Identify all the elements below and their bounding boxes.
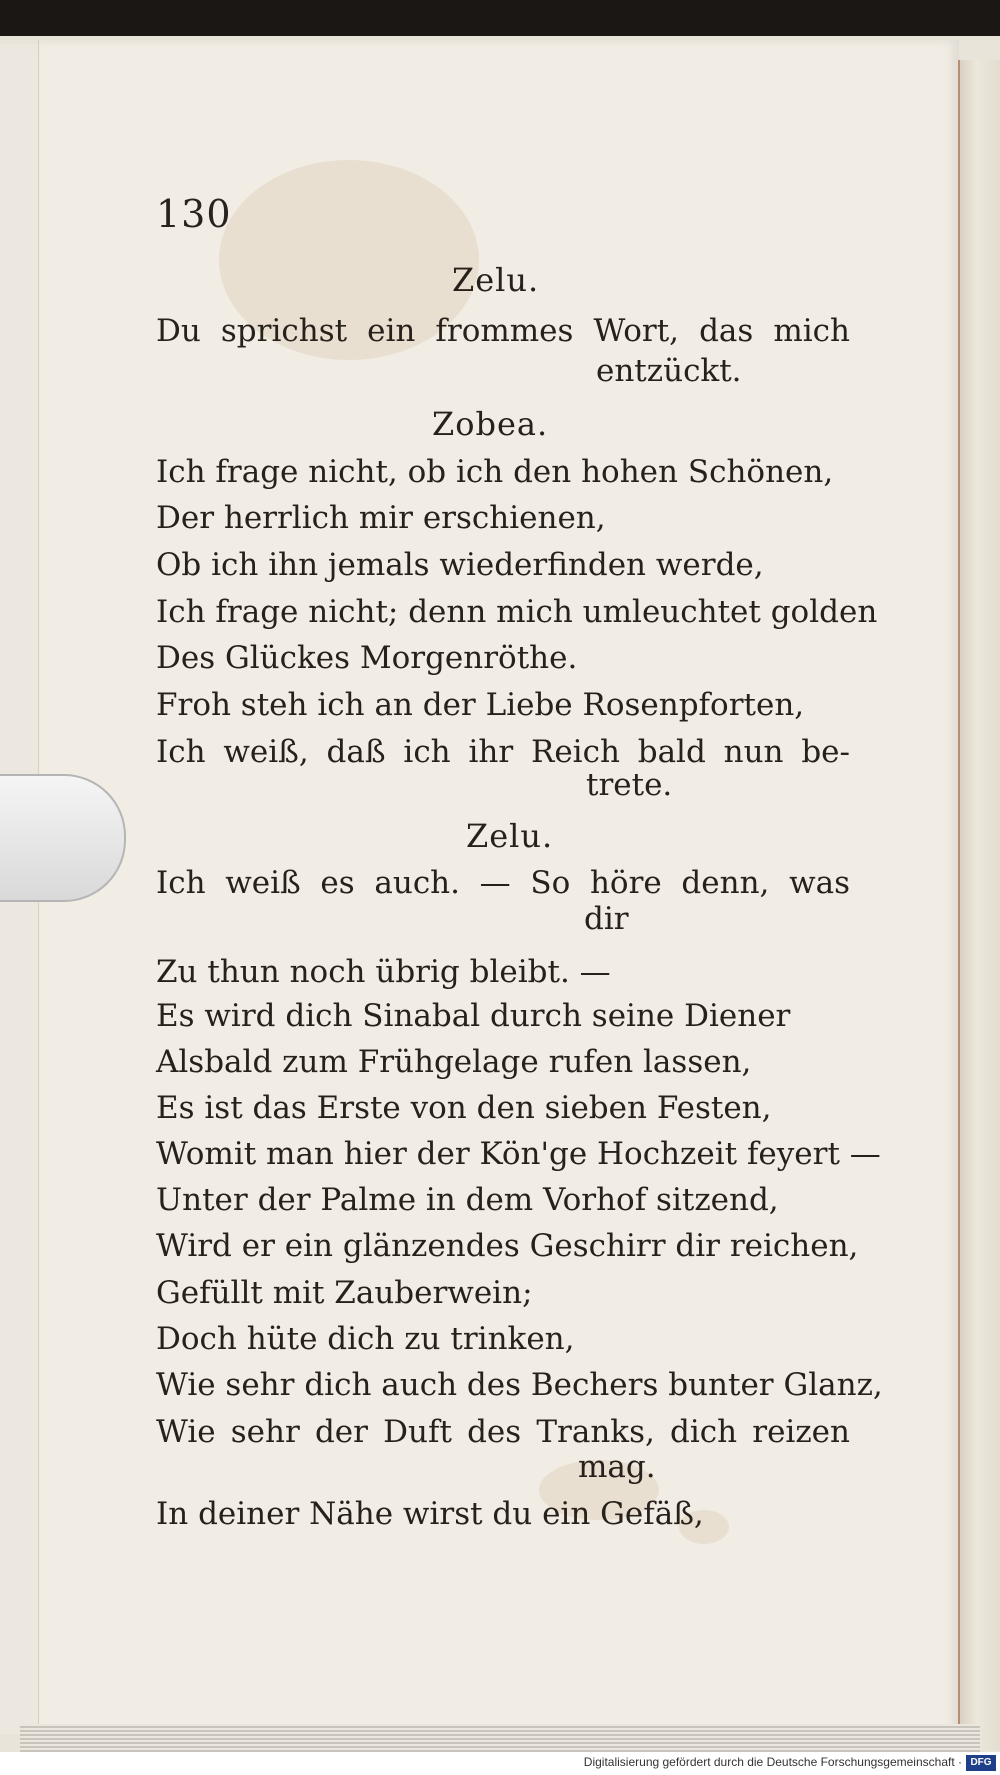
verse-line: Des Glückes Morgenröthe.: [156, 640, 578, 676]
funding-credit: Digitalisierung gefördert durch die Deutsche Forschungsgemeinschaft ·: [583, 1755, 962, 1769]
speaker-name: Zobea.: [432, 405, 549, 443]
verse-line: Du sprichst ein frommes Wort, das mich: [156, 313, 850, 349]
verse-line: Wird er ein glänzendes Geschirr dir reichen,: [156, 1228, 859, 1264]
verse-line: Ich weiß es auch. — So höre denn, was: [156, 865, 850, 901]
verse-turnover: mag.: [578, 1449, 656, 1485]
verse-line: Ich frage nicht; denn mich umleuchtet golden: [156, 594, 878, 630]
verse-line: Ich weiß, daß ich ihr Reich bald nun be-: [156, 734, 850, 770]
speaker-name: Zelu.: [452, 261, 540, 299]
verse-turnover: entzückt.: [596, 353, 742, 389]
verse-line: Zu thun noch übrig bleibt. —: [156, 954, 611, 990]
verse-line: Womit man hier der Kön'ge Hochzeit feyert —: [156, 1136, 881, 1172]
verse-line: Es wird dich Sinabal durch seine Diener: [156, 998, 791, 1034]
verse-turnover: dir: [584, 901, 629, 937]
verse-line: Wie sehr dich auch des Bechers bunter Glanz,: [156, 1367, 883, 1403]
page-stack-bottom: [20, 1724, 980, 1752]
verse-line: Ich frage nicht, ob ich den hohen Schönen,: [156, 454, 834, 490]
verse-line: Froh steh ich an der Liebe Rosenpforten,: [156, 687, 805, 723]
page-stack-edge: [958, 60, 1000, 1750]
verse-line: Gefüllt mit Zauberwein;: [156, 1275, 533, 1311]
verse-line: Doch hüte dich zu trinken,: [156, 1321, 575, 1357]
verse-line: Wie sehr der Duft des Tranks, dich reizen: [156, 1414, 850, 1450]
verse-line: Unter der Palme in dem Vorhof sitzend,: [156, 1182, 779, 1218]
page-number: 130: [156, 192, 232, 236]
verse-line: Ob ich ihn jemals wiederfinden werde,: [156, 547, 764, 583]
digitization-footer: [0, 1752, 1000, 1775]
speaker-name: Zelu.: [466, 817, 554, 855]
verse-line: Es ist das Erste von den sieben Festen,: [156, 1090, 772, 1126]
dfg-logo: DFG: [966, 1755, 996, 1771]
verse-line: Der herrlich mir erschienen,: [156, 500, 606, 536]
verse-turnover: trete.: [586, 767, 673, 803]
page-clip: [0, 774, 126, 902]
verse-line: Alsbald zum Frühgelage rufen lassen,: [156, 1044, 752, 1080]
verse-line: In deiner Nähe wirst du ein Gefäß,: [156, 1496, 704, 1532]
